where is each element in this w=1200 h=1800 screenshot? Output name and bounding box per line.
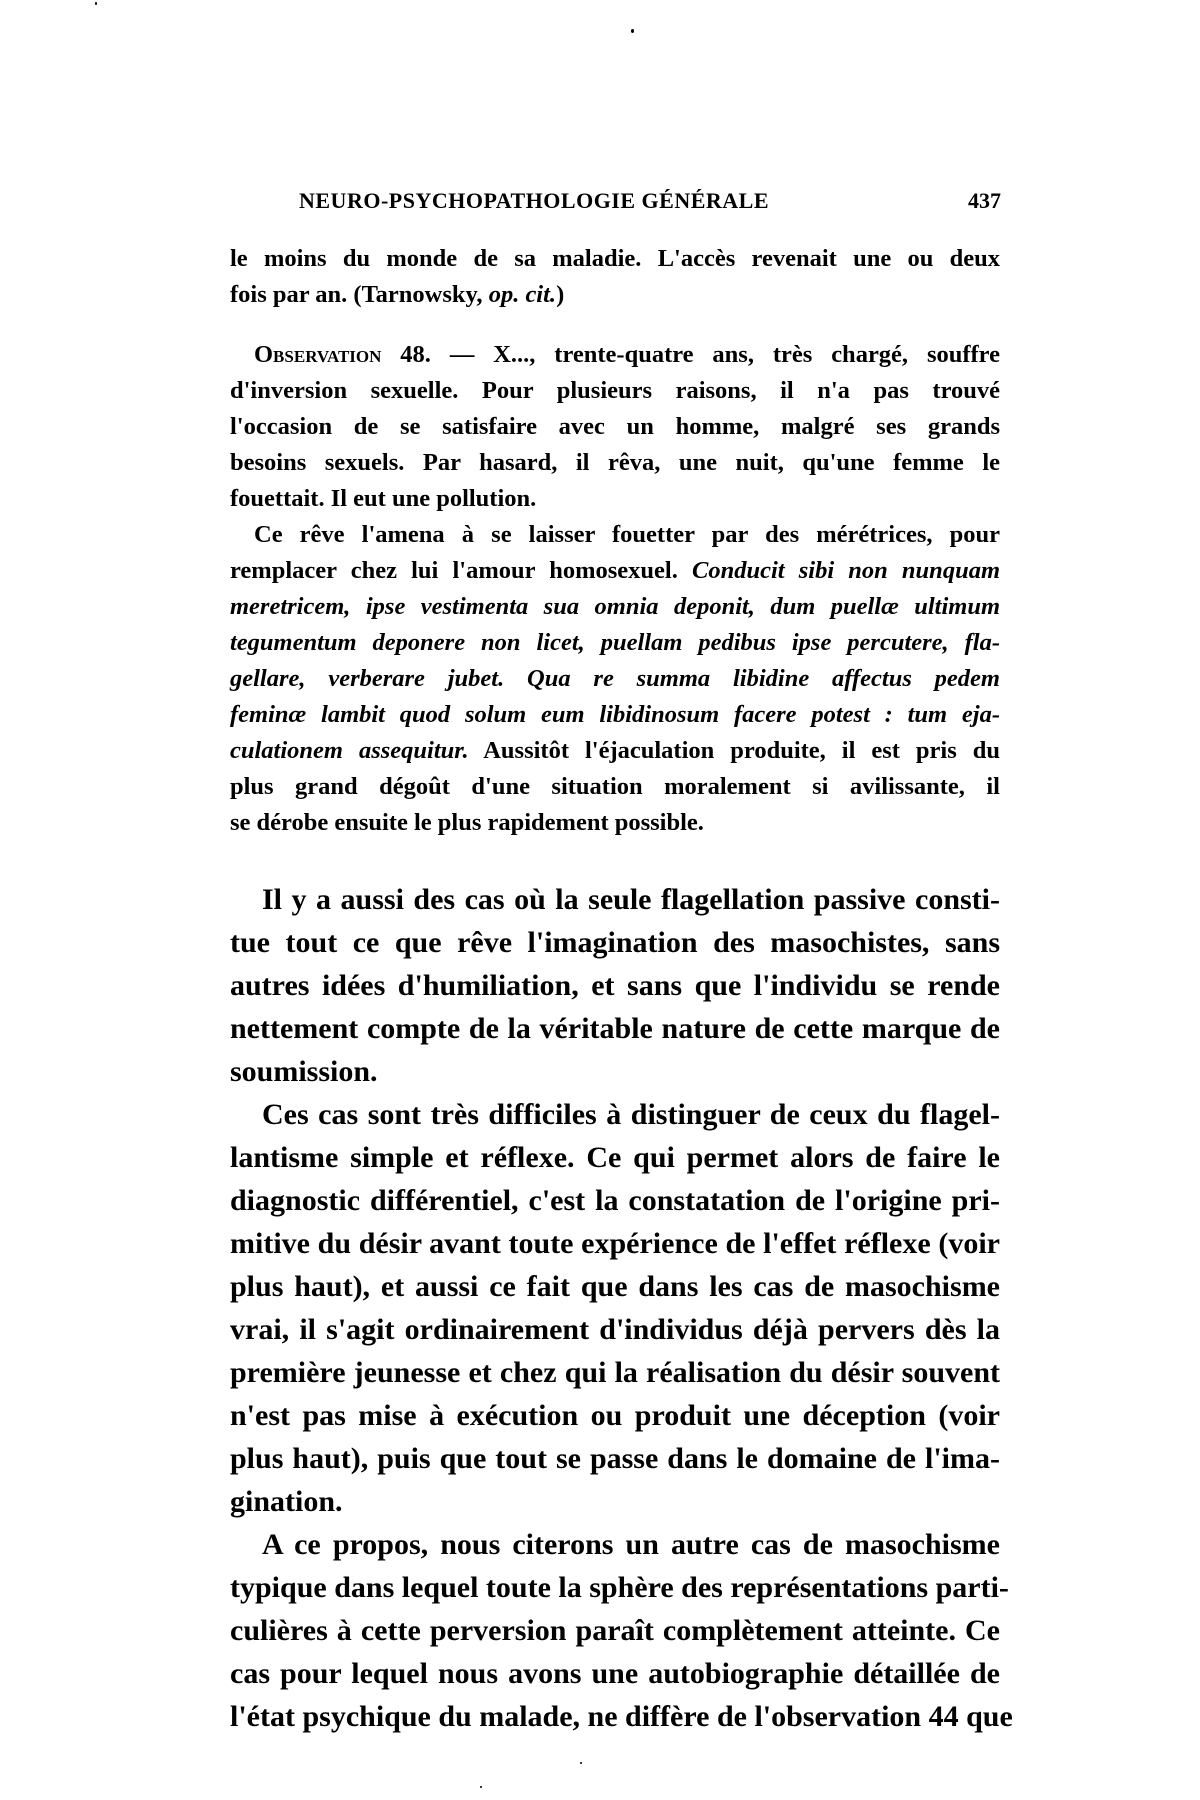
paragraph-2-line: plus haut), et aussi ce fait que dans les cas de masochisme xyxy=(230,1270,1000,1303)
running-title: NEURO-PSYCHOPATHOLOGIE GÉNÉRALE xyxy=(299,188,770,213)
paragraph-1-line: Il y a aussi des cas où la seule flagellation passive consti- xyxy=(262,883,1000,916)
text-line: d'inversion sexuelle. Pour plusieurs raisons, il n'a pas trouvé xyxy=(230,377,1000,404)
paragraph-2-line: plus haut), puis que tout se passe dans le domaine de l'ima- xyxy=(230,1442,1000,1475)
scan-speck xyxy=(95,2,97,5)
text-line: besoins sexuels. Par hasard, il rêva, une nuit, qu'une femme le xyxy=(230,449,1000,476)
paragraph-3-line: cas pour lequel nous avons une autobiographie détaillée de xyxy=(230,1657,1000,1690)
latin-passage: Conducit sibi non nunquam xyxy=(692,557,1000,584)
latin-line: gellare, verberare jubet. Qua re summa libidine affectus pedem xyxy=(230,665,1000,692)
paragraph-2-line: gination. xyxy=(230,1485,343,1518)
paragraph-2-line: vrai, il s'agit ordinairement d'individus déjà pervers dès la xyxy=(230,1313,1000,1346)
paragraph-2-line: première jeunesse et chez qui la réalisation du désir souvent xyxy=(230,1356,1000,1389)
paragraph-1-line: nettement compte de la véritable nature de cette marque de xyxy=(230,1012,1000,1045)
text-line: se dérobe ensuite le plus rapidement possible. xyxy=(230,809,704,836)
text-line: remplacer chez lui l'amour homosexuel. Conducit sibi non nunquam xyxy=(230,557,1000,584)
paragraph-2-line: Ces cas sont très difficiles à distinguer de ceux du flagel- xyxy=(262,1098,1000,1131)
text-line: plus grand dégoût d'une situation moralement si avilissante, il xyxy=(230,773,1000,800)
paragraph-1-line: tue tout ce que rêve l'imagination des masochistes, sans xyxy=(230,926,1000,959)
text-line: Ce rêve l'amena à se laisser fouetter par des mérétrices, pour xyxy=(254,521,1000,548)
observation-label: Observation 48. xyxy=(254,341,431,368)
paragraph-3-line: culières à cette perversion paraît complètement atteinte. Ce xyxy=(230,1614,1000,1647)
paragraph-2-line: lantisme simple et réflexe. Ce qui permet alors de faire le xyxy=(230,1141,1000,1174)
latin-line: tegumentum deponere non licet, puellam pedibus ipse percutere, fla- xyxy=(230,629,1000,656)
paragraph-2-line: diagnostic différentiel, c'est la constatation de l'origine pri- xyxy=(230,1184,1000,1217)
text-line: culationem assequitur. Aussitôt l'éjaculation produite, il est pris du xyxy=(230,737,1001,764)
paragraph-2-line: mitive du désir avant toute expérience de l'effet réflexe (voir xyxy=(230,1227,1000,1260)
paragraph-3-line: typique dans lequel toute la sphère des représentations parti- xyxy=(230,1571,1009,1604)
paragraph-3-line: A ce propos, nous citerons un autre cas de masochisme xyxy=(262,1528,1000,1561)
paragraph-3-line: l'état psychique du malade, ne diffère de l'observation 44 que xyxy=(230,1700,1013,1733)
scan-speck xyxy=(631,29,634,33)
page-number: 437 xyxy=(968,188,1001,213)
paragraph-2-line: n'est pas mise à exécution ou produit une déception (voir xyxy=(230,1399,1000,1432)
text-line: le moins du monde de sa maladie. L'accès revenait une ou deux xyxy=(230,245,1000,272)
text-line: l'occasion de se satisfaire avec un homme, malgré ses grands xyxy=(230,413,1000,440)
latin-line: feminæ lambit quod solum eum libidinosum facere potest : tum eja- xyxy=(230,701,1000,728)
latin-line: meretricem, ipse vestimenta sua omnia deponit, dum puellæ ultimum xyxy=(230,593,1000,620)
paragraph-1-line: autres idées d'humiliation, et sans que l'individu se rende xyxy=(230,969,1000,1002)
text-line: fois par an. (Tarnowsky, op. cit.) xyxy=(230,281,565,308)
scan-speck xyxy=(480,1786,482,1788)
scan-speck xyxy=(580,1762,582,1764)
paragraph-1-line: soumission. xyxy=(230,1055,378,1088)
text-line: fouettait. Il eut une pollution. xyxy=(230,485,537,512)
observation-heading-line: Observation 48. — X..., trente-quatre ans, très chargé, souffre xyxy=(254,341,1000,368)
